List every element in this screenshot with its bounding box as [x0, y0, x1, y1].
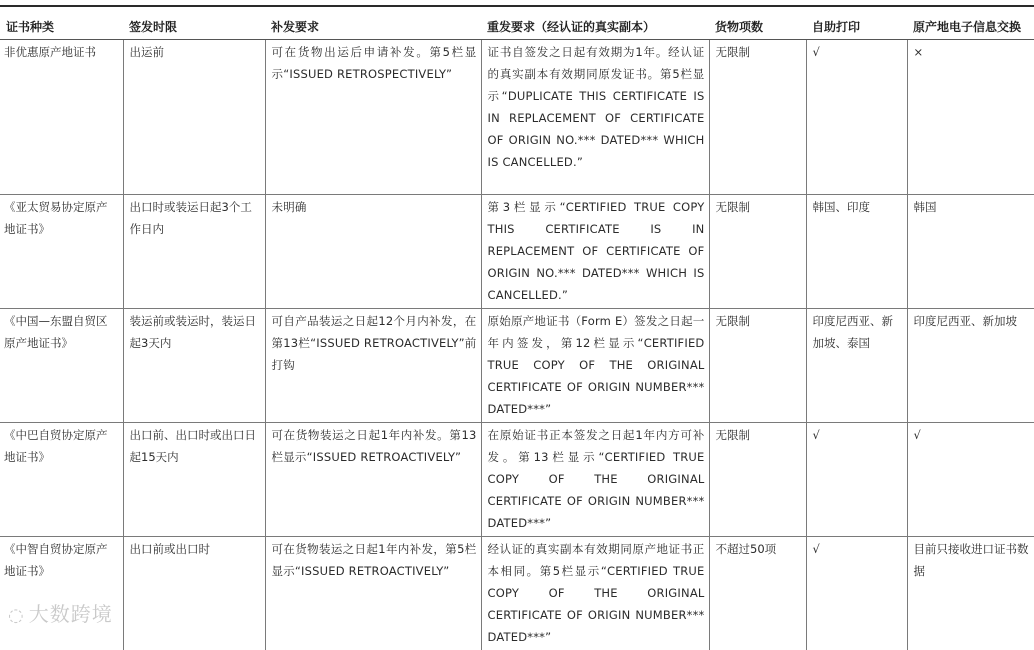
cell-issue-deadline: 装运前或装运时，装运日起3天内	[123, 309, 265, 423]
header-item-count: 货物项数	[709, 14, 806, 40]
cell-item-count: 不超过50项	[709, 537, 806, 650]
cell-item-count: 无限制	[709, 423, 806, 537]
cell-self-print: 印度尼西亚、新加坡、泰国	[806, 309, 907, 423]
weibo-logo-icon: ◌	[8, 605, 25, 626]
cell-certificate-type: 非优惠原产地证书	[0, 40, 123, 195]
cell-electronic-exchange: 印度尼西亚、新加坡	[907, 309, 1034, 423]
table-row	[0, 195, 1034, 309]
table-row	[0, 423, 1034, 537]
header-reissue-requirement: 补发要求	[265, 14, 481, 40]
cell-electronic-exchange: 目前只接收进口证书数据	[907, 537, 1034, 650]
watermark-text: 大数跨境	[29, 602, 113, 626]
cell-self-print: 韩国、印度	[806, 195, 907, 309]
cell-certificate-type: 《中国—东盟自贸区原产地证书》	[0, 309, 123, 423]
cell-self-print: √	[806, 40, 907, 195]
cell-electronic-exchange: √	[907, 423, 1034, 537]
cell-item-count: 无限制	[709, 309, 806, 423]
watermark	[8, 598, 113, 627]
header-self-print: 自助打印	[806, 14, 907, 40]
certificate-comparison-table	[0, 14, 1034, 650]
cell-duplicate-requirement: 原始原产地证书（Form E）签发之日起一年内签发，第12栏显示“CERTIFIED TRUE COPY OF THE ORIGINAL CERTIFICATE OF ORIGIN NUMBER*** DATED***”	[481, 309, 709, 423]
cell-reissue-requirement: 可在货物出运后申请补发。第5栏显示“ISSUED RETROSPECTIVELY”	[265, 40, 481, 195]
cell-electronic-exchange: ×	[907, 40, 1034, 195]
table-row	[0, 537, 1034, 650]
cell-item-count: 无限制	[709, 40, 806, 195]
cell-duplicate-requirement: 证书自签发之日起有效期为1年。经认证的真实副本有效期同原发证书。第5栏显示“DUPLICATE THIS CERTIFICATE IS IN REPLACEMENT OF CERTIFICATE OF ORIGIN NO.*** DATED*** WHICH IS CANCELLED.”	[481, 40, 709, 195]
table-header-row	[0, 14, 1034, 40]
cell-certificate-type: 《亚太贸易协定原产地证书》	[0, 195, 123, 309]
header-certificate-type: 证书种类	[0, 14, 123, 40]
cell-issue-deadline: 出口前或出口时	[123, 537, 265, 650]
cell-self-print: √	[806, 537, 907, 650]
cell-reissue-requirement: 可在货物装运之日起1年内补发。第13栏显示“ISSUED RETROACTIVELY”	[265, 423, 481, 537]
cell-certificate-type: 《中智自贸协定原产地证书》	[0, 537, 123, 650]
cell-reissue-requirement: 可在货物装运之日起1年内补发，第5栏显示“ISSUED RETROACTIVELY”	[265, 537, 481, 650]
cell-issue-deadline: 出运前	[123, 40, 265, 195]
cell-self-print: √	[806, 423, 907, 537]
cell-duplicate-requirement: 第3栏显示“CERTIFIED TRUE COPY THIS CERTIFICATE IS IN REPLACEMENT OF CERTIFICATE OF ORIGIN NO.*** DATED*** WHICH IS CANCELLED.”	[481, 195, 709, 309]
cell-reissue-requirement: 可自产品装运之日起12个月内补发，在第13栏“ISSUED RETROACTIVELY”前打钩	[265, 309, 481, 423]
cell-duplicate-requirement: 经认证的真实副本有效期同原产地证书正本相同。第5栏显示“CERTIFIED TRUE COPY OF THE ORIGINAL CERTIFICATE OF ORIGIN NUMBER*** DATED***”	[481, 537, 709, 650]
cell-issue-deadline: 出口前、出口时或出口日起15天内	[123, 423, 265, 537]
header-duplicate-requirement: 重发要求（经认证的真实副本）	[481, 14, 709, 40]
cell-issue-deadline: 出口时或装运日起3个工作日内	[123, 195, 265, 309]
top-rule	[0, 5, 1034, 7]
header-issue-deadline: 签发时限	[123, 14, 265, 40]
header-electronic-exchange: 原产地电子信息交换	[907, 14, 1034, 40]
cell-item-count: 无限制	[709, 195, 806, 309]
cell-electronic-exchange: 韩国	[907, 195, 1034, 309]
table-row	[0, 40, 1034, 195]
cell-duplicate-requirement: 在原始证书正本签发之日起1年内方可补发。第13栏显示“CERTIFIED TRUE COPY OF THE ORIGINAL CERTIFICATE OF ORIGIN NUMBER*** DATED***”	[481, 423, 709, 537]
cell-certificate-type: 《中巴自贸协定原产地证书》	[0, 423, 123, 537]
table-row	[0, 309, 1034, 423]
cell-reissue-requirement: 未明确	[265, 195, 481, 309]
